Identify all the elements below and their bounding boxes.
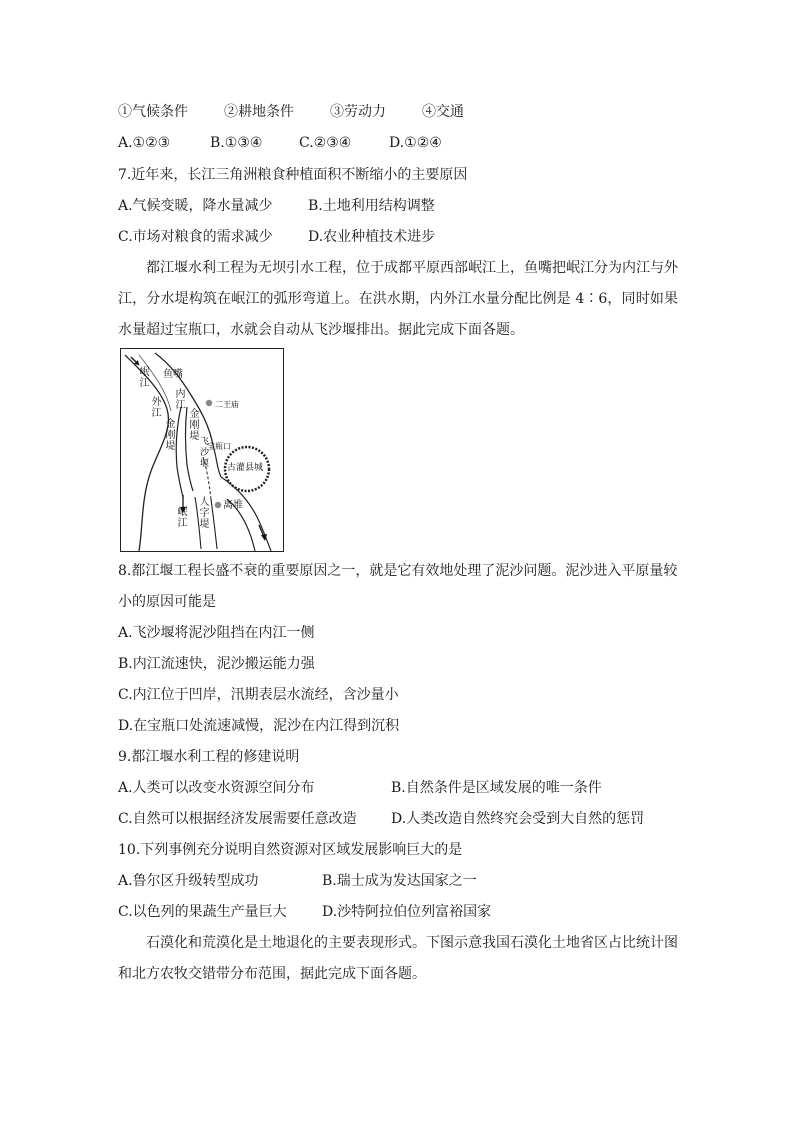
q9-stem: 9.都江堰水利工程的修建说明 (118, 749, 300, 765)
q8-stem-line-1: 8.都江堰工程长盛不衰的重要原因之一，就是它有效地处理了泥沙问题。泥沙进入平原量较 (118, 563, 678, 579)
q8-choice-a: A.飞沙堰将泥沙阻挡在内江一侧 (118, 625, 315, 641)
label-feishayan: 飞沙堰 (199, 437, 209, 469)
q6-choice-a: A.①②③ (118, 135, 171, 151)
q7-choice-c: C.市场对粮食的需求减少 (118, 229, 273, 245)
label-erwangmiao: 二王庙 (215, 400, 239, 409)
q6-choice-b: B.①③④ (210, 135, 263, 151)
label-waijiang: 外江 (151, 397, 162, 419)
q6-option-2: ②耕地条件 (224, 104, 294, 120)
q9-choice-b: B.自然条件是区域发展的唯一条件 (391, 780, 602, 796)
q6-option-3: ③劳动力 (330, 104, 386, 120)
q6-choice-d: D.①②④ (389, 135, 442, 151)
q10-choice-b: B.瑞士成为发达国家之一 (322, 873, 477, 889)
label-lidui: 离堆 (223, 500, 243, 511)
q10-choice-a: A.鲁尔区升级转型成功 (118, 873, 259, 889)
label-jingangdi-right: 金刚堤 (189, 409, 200, 442)
q10-choice-c: C.以色列的果蔬生产量巨大 (118, 904, 287, 920)
q8-choice-d: D.在宝瓶口处流速减慢，泥沙在内江得到沉积 (118, 718, 400, 734)
label-minjiang-bottom: 岷江 (177, 507, 188, 529)
label-baopingkou: 宝瓶口 (207, 442, 231, 451)
erwang-temple-marker (206, 400, 212, 406)
label-guanxian: 古灌县城 (227, 463, 264, 473)
label-renzidi: 人字堤 (199, 497, 210, 530)
label-jingangdi-left: 金刚堤 (165, 419, 176, 452)
q6-option-1: ①气候条件 (118, 104, 188, 120)
q7-choice-d: D.农业种植技术进步 (308, 229, 436, 245)
q6-option-4: ④交通 (422, 104, 464, 120)
q7-choice-a: A.气候变暖，降水量减少 (118, 198, 273, 214)
q10-stem: 10.下列事例充分说明自然资源对区域发展影响巨大的是 (118, 842, 463, 858)
label-neijiang: 内江 (175, 389, 186, 411)
label-minjiang-top: 岷江 (139, 367, 150, 389)
q7-choice-b: B.土地利用结构调整 (308, 198, 435, 214)
passage-desertification: 石漠化和荒漠化是土地退化的主要表现形式。下图示意我国石漠化土地省区占比统计图和北方农牧交错带分布范围，据此完成下面各题。 (118, 935, 678, 982)
jingang-dike-left (176, 407, 183, 497)
lidui-marker (215, 502, 221, 508)
q6-choice-c: C.②③④ (299, 135, 352, 151)
q8-stem-line-2: 小的原因可能是 (118, 594, 216, 610)
q10-choice-d: D.沙特阿拉伯位列富裕国家 (322, 904, 492, 920)
q8-choice-c: C.内江位于凹岸，汛期表层水流经，含沙量小 (118, 687, 399, 703)
label-yuzui: 鱼嘴 (163, 369, 183, 380)
q9-choice-a: A.人类可以改变水资源空间分布 (118, 780, 315, 796)
q7-stem: 7.近年来，长江三角洲粮食种植面积不断缩小的主要原因 (118, 167, 468, 183)
passage-dujiangyan: 都江堰水利工程为无坝引水工程，位于成都平原西部岷江上，鱼嘴把岷江分为内江与外江，分水堤构筑在岷江的弧形弯道上。在洪水期，内外江水量分配比例是 4∶6，同时如果水量超过宝瓶口，水就会自动从飞沙堰排出。据此完成下面各题。 (118, 260, 678, 338)
dujiangyan-map (120, 348, 284, 552)
q8-choice-b: B.内江流速快，泥沙搬运能力强 (118, 656, 315, 672)
q9-choice-c: C.自然可以根据经济发展需要任意改造 (118, 811, 357, 827)
q9-choice-d: D.人类改造自然终究会受到大自然的惩罚 (391, 811, 645, 827)
